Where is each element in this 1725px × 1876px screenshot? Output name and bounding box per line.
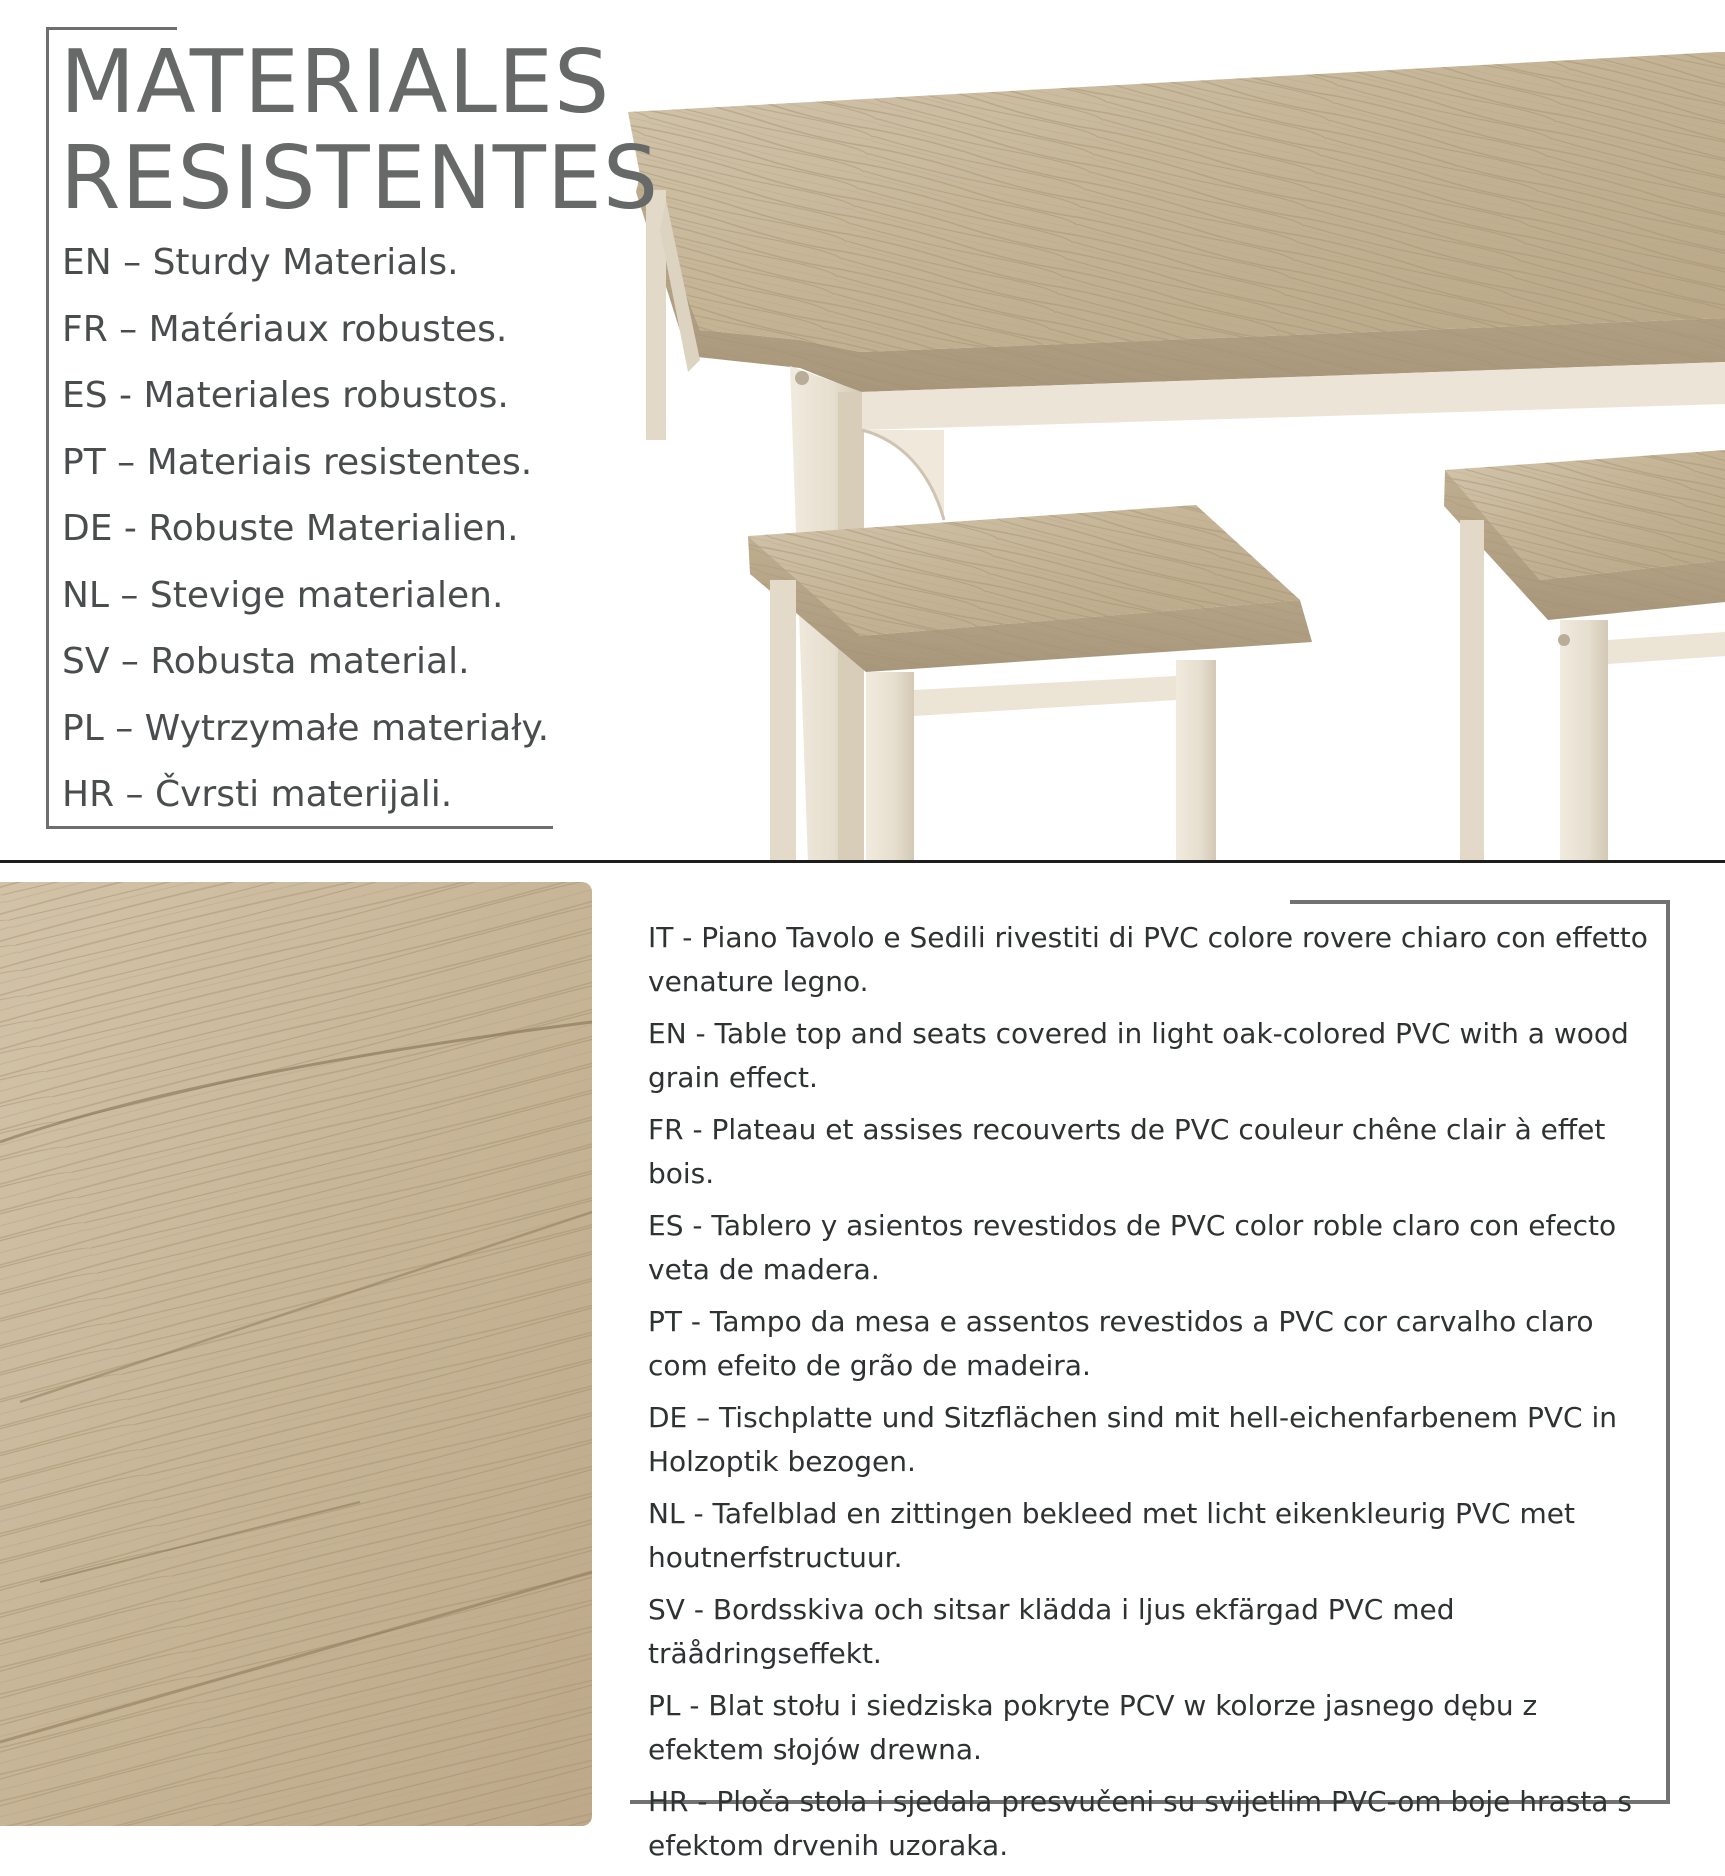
translation-sv: SV – Robusta material.	[62, 641, 470, 682]
description-fr: FR - Plateau et assises recouverts de PVC couleur chêne clair à effet bois.	[648, 1113, 1606, 1190]
translation-fr: FR – Matériaux robustes.	[62, 308, 508, 350]
page-title	[60, 31, 660, 229]
description-list	[648, 916, 1653, 1876]
description-hr: HR - Ploča stola i sjedala presvučeni su svijetlim PVC-om boje hrasta s efektom drvenih uzoraka.	[648, 1785, 1632, 1862]
description-pl: PL - Blat stołu i siedziska pokryte PCV w kolorze jasnego dębu z efektem słojów drewna.	[648, 1689, 1538, 1766]
description-en: EN - Table top and seats covered in light oak-colored PVC with a wood grain effect.	[648, 1017, 1629, 1094]
description-it: IT - Piano Tavolo e Sedili rivestiti di PVC colore rovere chiaro con effetto venature legno.	[648, 921, 1648, 998]
title-line-2: RESISTENTES	[60, 127, 660, 229]
translation-es: ES - Materiales robustos.	[62, 375, 509, 416]
wood-texture-swatch	[0, 882, 592, 1826]
title-line-1: MATERIALES	[60, 31, 611, 133]
description-de: DE – Tischplatte und Sitzflächen sind mit hell-eichenfarbenem PVC in Holzoptik bezogen.	[648, 1401, 1617, 1478]
description-es: ES - Tablero y asientos revestidos de PVC color roble claro con efecto veta de madera.	[648, 1209, 1617, 1286]
description-pt: PT - Tampo da mesa e assentos revestidos a PVC cor carvalho claro com efeito de grão de madeira.	[648, 1305, 1594, 1382]
translation-de: DE - Robuste Materialien.	[62, 508, 519, 549]
description-nl: NL - Tafelblad en zittingen bekleed met licht eikenkleurig PVC met houtnerfstructuur.	[648, 1497, 1575, 1574]
translation-list	[62, 230, 549, 829]
description-sv: SV - Bordsskiva och sitsar klädda i ljus ekfärgad PVC med träådringseffekt.	[648, 1593, 1455, 1670]
section-divider	[0, 860, 1725, 863]
translation-pt: PT – Materiais resistentes.	[62, 441, 533, 483]
translation-hr: HR – Čvrsti materijali.	[62, 774, 453, 815]
top-panel	[0, 0, 1725, 862]
translation-pl: PL – Wytrzymałe materiały.	[62, 707, 550, 749]
translation-en: EN – Sturdy Materials.	[62, 242, 459, 283]
translation-nl: NL – Stevige materialen.	[62, 574, 504, 616]
